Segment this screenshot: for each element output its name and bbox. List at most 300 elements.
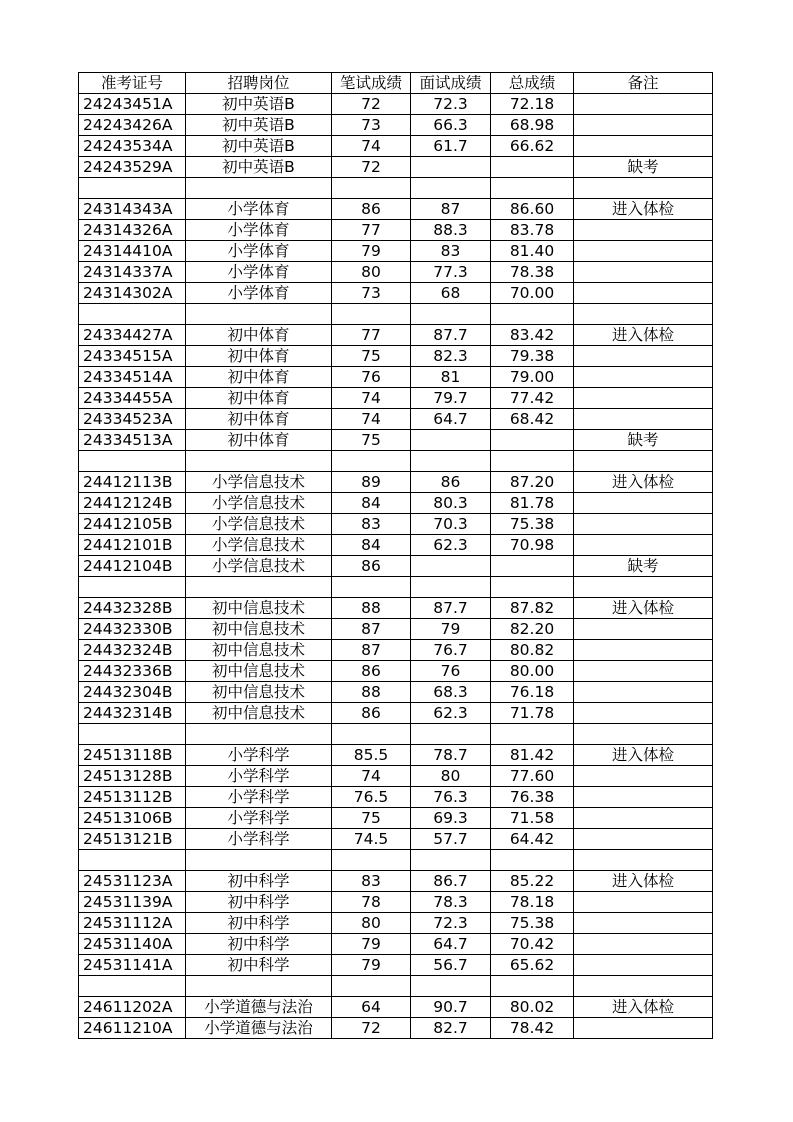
cell-total-score: 78.42 xyxy=(491,1018,574,1039)
cell-total-score: 75.38 xyxy=(491,913,574,934)
cell-interview-score: 83 xyxy=(411,241,491,262)
cell-exam-id: 24531140A xyxy=(79,934,186,955)
cell-remarks xyxy=(574,388,713,409)
cell-position: 小学科学 xyxy=(186,787,332,808)
cell-written-score: 83 xyxy=(332,514,411,535)
cell-exam-id: 24412105B xyxy=(79,514,186,535)
cell-interview-score xyxy=(411,304,491,325)
cell-interview-score: 72.3 xyxy=(411,94,491,115)
cell-remarks: 进入体检 xyxy=(574,199,713,220)
cell-written-score: 76.5 xyxy=(332,787,411,808)
cell-remarks xyxy=(574,934,713,955)
cell-position xyxy=(186,850,332,871)
cell-total-score xyxy=(491,157,574,178)
cell-position xyxy=(186,304,332,325)
cell-position: 初中信息技术 xyxy=(186,619,332,640)
header-exam-id: 准考证号 xyxy=(79,73,186,94)
cell-interview-score: 76.3 xyxy=(411,787,491,808)
cell-position: 初中英语B xyxy=(186,115,332,136)
cell-interview-score: 82.7 xyxy=(411,1018,491,1039)
cell-position: 初中科学 xyxy=(186,892,332,913)
cell-total-score: 85.22 xyxy=(491,871,574,892)
header-position: 招聘岗位 xyxy=(186,73,332,94)
cell-interview-score xyxy=(411,178,491,199)
table-row xyxy=(79,388,713,409)
cell-written-score: 79 xyxy=(332,955,411,976)
table-row xyxy=(79,304,713,325)
cell-position: 初中科学 xyxy=(186,913,332,934)
cell-exam-id xyxy=(79,724,186,745)
cell-total-score: 86.60 xyxy=(491,199,574,220)
cell-interview-score xyxy=(411,430,491,451)
cell-remarks xyxy=(574,913,713,934)
cell-exam-id: 24432330B xyxy=(79,619,186,640)
cell-written-score: 74 xyxy=(332,409,411,430)
cell-position: 小学信息技术 xyxy=(186,514,332,535)
cell-written-score: 73 xyxy=(332,115,411,136)
cell-remarks xyxy=(574,178,713,199)
cell-remarks xyxy=(574,367,713,388)
cell-total-score xyxy=(491,430,574,451)
cell-exam-id: 24334515A xyxy=(79,346,186,367)
cell-interview-score: 64.7 xyxy=(411,409,491,430)
cell-total-score: 87.82 xyxy=(491,598,574,619)
cell-written-score: 86 xyxy=(332,703,411,724)
cell-written-score: 86 xyxy=(332,556,411,577)
cell-written-score: 88 xyxy=(332,598,411,619)
cell-remarks: 进入体检 xyxy=(574,598,713,619)
cell-interview-score: 79 xyxy=(411,619,491,640)
cell-position: 小学体育 xyxy=(186,220,332,241)
cell-remarks xyxy=(574,1018,713,1039)
cell-total-score: 70.98 xyxy=(491,535,574,556)
cell-total-score: 81.42 xyxy=(491,745,574,766)
cell-interview-score: 64.7 xyxy=(411,934,491,955)
cell-interview-score: 80.3 xyxy=(411,493,491,514)
cell-remarks xyxy=(574,829,713,850)
cell-total-score xyxy=(491,556,574,577)
cell-total-score xyxy=(491,577,574,598)
cell-interview-score: 76 xyxy=(411,661,491,682)
cell-total-score: 78.38 xyxy=(491,262,574,283)
score-table xyxy=(78,72,713,1039)
cell-remarks xyxy=(574,850,713,871)
table-row xyxy=(79,409,713,430)
table-row xyxy=(79,157,713,178)
cell-total-score xyxy=(491,976,574,997)
table-row xyxy=(79,199,713,220)
cell-interview-score: 90.7 xyxy=(411,997,491,1018)
cell-remarks xyxy=(574,955,713,976)
cell-exam-id: 24432336B xyxy=(79,661,186,682)
cell-exam-id: 24432328B xyxy=(79,598,186,619)
cell-total-score: 65.62 xyxy=(491,955,574,976)
cell-position: 小学科学 xyxy=(186,829,332,850)
cell-exam-id: 24513106B xyxy=(79,808,186,829)
cell-exam-id xyxy=(79,451,186,472)
cell-exam-id: 24334427A xyxy=(79,325,186,346)
cell-exam-id: 24432304B xyxy=(79,682,186,703)
cell-position: 小学信息技术 xyxy=(186,493,332,514)
cell-written-score xyxy=(332,577,411,598)
cell-position: 初中信息技术 xyxy=(186,640,332,661)
cell-interview-score: 76.7 xyxy=(411,640,491,661)
cell-remarks xyxy=(574,514,713,535)
cell-total-score: 80.00 xyxy=(491,661,574,682)
cell-total-score: 68.98 xyxy=(491,115,574,136)
cell-exam-id: 24243451A xyxy=(79,94,186,115)
table-body xyxy=(79,94,713,1039)
cell-written-score: 80 xyxy=(332,262,411,283)
cell-exam-id: 24513118B xyxy=(79,745,186,766)
cell-remarks xyxy=(574,346,713,367)
cell-remarks: 进入体检 xyxy=(574,997,713,1018)
cell-position: 初中体育 xyxy=(186,346,332,367)
cell-exam-id: 24513128B xyxy=(79,766,186,787)
cell-interview-score: 69.3 xyxy=(411,808,491,829)
cell-exam-id: 24432314B xyxy=(79,703,186,724)
cell-remarks xyxy=(574,283,713,304)
cell-written-score xyxy=(332,178,411,199)
cell-total-score xyxy=(491,304,574,325)
cell-position: 初中体育 xyxy=(186,367,332,388)
cell-remarks xyxy=(574,94,713,115)
cell-written-score: 79 xyxy=(332,241,411,262)
cell-position: 小学科学 xyxy=(186,808,332,829)
cell-remarks xyxy=(574,787,713,808)
cell-position: 初中科学 xyxy=(186,934,332,955)
cell-written-score: 84 xyxy=(332,493,411,514)
cell-remarks xyxy=(574,682,713,703)
cell-exam-id: 24513121B xyxy=(79,829,186,850)
cell-position: 小学科学 xyxy=(186,745,332,766)
cell-position: 小学体育 xyxy=(186,241,332,262)
table-row xyxy=(79,1018,713,1039)
table-row xyxy=(79,745,713,766)
cell-interview-score: 72.3 xyxy=(411,913,491,934)
cell-interview-score xyxy=(411,976,491,997)
cell-interview-score: 68.3 xyxy=(411,682,491,703)
cell-written-score: 74 xyxy=(332,388,411,409)
cell-interview-score xyxy=(411,556,491,577)
cell-exam-id: 24314337A xyxy=(79,262,186,283)
cell-remarks xyxy=(574,577,713,598)
cell-written-score: 74 xyxy=(332,136,411,157)
cell-position: 小学体育 xyxy=(186,262,332,283)
cell-position xyxy=(186,451,332,472)
header-row xyxy=(79,73,713,94)
table-row xyxy=(79,976,713,997)
cell-written-score: 75 xyxy=(332,808,411,829)
cell-exam-id xyxy=(79,304,186,325)
table-row xyxy=(79,682,713,703)
cell-total-score: 80.82 xyxy=(491,640,574,661)
cell-exam-id: 24314343A xyxy=(79,199,186,220)
cell-written-score: 88 xyxy=(332,682,411,703)
cell-interview-score: 78.3 xyxy=(411,892,491,913)
cell-exam-id: 24412104B xyxy=(79,556,186,577)
cell-written-score: 86 xyxy=(332,199,411,220)
cell-exam-id xyxy=(79,178,186,199)
cell-position xyxy=(186,577,332,598)
cell-total-score: 81.78 xyxy=(491,493,574,514)
cell-written-score: 76 xyxy=(332,367,411,388)
header-interview-score: 面试成绩 xyxy=(411,73,491,94)
cell-interview-score xyxy=(411,157,491,178)
table-row xyxy=(79,346,713,367)
cell-total-score: 87.20 xyxy=(491,472,574,493)
table-row xyxy=(79,535,713,556)
cell-exam-id: 24243534A xyxy=(79,136,186,157)
cell-position xyxy=(186,724,332,745)
cell-interview-score: 62.3 xyxy=(411,703,491,724)
table-row xyxy=(79,808,713,829)
table-row xyxy=(79,220,713,241)
cell-position xyxy=(186,976,332,997)
cell-total-score: 66.62 xyxy=(491,136,574,157)
cell-position: 初中体育 xyxy=(186,430,332,451)
cell-position: 初中英语B xyxy=(186,157,332,178)
cell-total-score: 76.38 xyxy=(491,787,574,808)
cell-remarks: 缺考 xyxy=(574,157,713,178)
cell-written-score: 74.5 xyxy=(332,829,411,850)
cell-remarks xyxy=(574,241,713,262)
cell-written-score: 72 xyxy=(332,157,411,178)
cell-total-score: 76.18 xyxy=(491,682,574,703)
cell-interview-score: 87.7 xyxy=(411,598,491,619)
cell-written-score: 87 xyxy=(332,640,411,661)
cell-interview-score xyxy=(411,451,491,472)
cell-remarks xyxy=(574,304,713,325)
cell-exam-id: 24334523A xyxy=(79,409,186,430)
cell-written-score: 77 xyxy=(332,325,411,346)
table-row xyxy=(79,94,713,115)
cell-exam-id: 24412124B xyxy=(79,493,186,514)
cell-total-score: 83.78 xyxy=(491,220,574,241)
cell-written-score: 72 xyxy=(332,1018,411,1039)
table-row xyxy=(79,724,713,745)
cell-remarks: 进入体检 xyxy=(574,472,713,493)
cell-exam-id: 24531112A xyxy=(79,913,186,934)
table-row xyxy=(79,178,713,199)
cell-position: 初中体育 xyxy=(186,388,332,409)
cell-exam-id: 24412101B xyxy=(79,535,186,556)
cell-remarks xyxy=(574,892,713,913)
cell-exam-id: 24243426A xyxy=(79,115,186,136)
cell-remarks: 进入体检 xyxy=(574,325,713,346)
cell-written-score: 64 xyxy=(332,997,411,1018)
cell-total-score xyxy=(491,451,574,472)
table-row xyxy=(79,871,713,892)
cell-total-score: 83.42 xyxy=(491,325,574,346)
cell-remarks xyxy=(574,451,713,472)
table-row xyxy=(79,430,713,451)
table-row xyxy=(79,556,713,577)
cell-total-score: 77.60 xyxy=(491,766,574,787)
cell-position: 小学体育 xyxy=(186,199,332,220)
cell-written-score: 79 xyxy=(332,934,411,955)
table-row xyxy=(79,892,713,913)
cell-remarks xyxy=(574,535,713,556)
cell-remarks xyxy=(574,136,713,157)
cell-total-score xyxy=(491,724,574,745)
table-row xyxy=(79,703,713,724)
table-row xyxy=(79,955,713,976)
cell-position: 初中信息技术 xyxy=(186,703,332,724)
cell-remarks: 缺考 xyxy=(574,556,713,577)
cell-position: 初中科学 xyxy=(186,955,332,976)
cell-total-score: 64.42 xyxy=(491,829,574,850)
cell-remarks xyxy=(574,976,713,997)
cell-position: 小学信息技术 xyxy=(186,472,332,493)
cell-total-score: 78.18 xyxy=(491,892,574,913)
cell-position: 小学信息技术 xyxy=(186,556,332,577)
cell-total-score: 77.42 xyxy=(491,388,574,409)
table-row xyxy=(79,514,713,535)
cell-interview-score: 56.7 xyxy=(411,955,491,976)
table-row xyxy=(79,934,713,955)
cell-position: 小学信息技术 xyxy=(186,535,332,556)
cell-interview-score xyxy=(411,577,491,598)
cell-interview-score: 62.3 xyxy=(411,535,491,556)
cell-exam-id: 24334455A xyxy=(79,388,186,409)
cell-written-score: 85.5 xyxy=(332,745,411,766)
header-written-score: 笔试成绩 xyxy=(332,73,411,94)
cell-exam-id: 24611202A xyxy=(79,997,186,1018)
table-row xyxy=(79,598,713,619)
cell-remarks xyxy=(574,619,713,640)
cell-written-score xyxy=(332,850,411,871)
cell-written-score xyxy=(332,724,411,745)
cell-exam-id xyxy=(79,976,186,997)
cell-total-score: 72.18 xyxy=(491,94,574,115)
cell-written-score: 83 xyxy=(332,871,411,892)
cell-position: 小学道德与法治 xyxy=(186,997,332,1018)
cell-interview-score: 87 xyxy=(411,199,491,220)
cell-interview-score xyxy=(411,724,491,745)
cell-exam-id: 24314326A xyxy=(79,220,186,241)
table-row xyxy=(79,850,713,871)
table-row xyxy=(79,325,713,346)
cell-written-score xyxy=(332,451,411,472)
table-row xyxy=(79,493,713,514)
cell-exam-id: 24243529A xyxy=(79,157,186,178)
table-row xyxy=(79,262,713,283)
cell-remarks xyxy=(574,115,713,136)
cell-interview-score: 81 xyxy=(411,367,491,388)
cell-written-score: 84 xyxy=(332,535,411,556)
cell-written-score: 75 xyxy=(332,346,411,367)
cell-interview-score: 80 xyxy=(411,766,491,787)
cell-total-score: 82.20 xyxy=(491,619,574,640)
table-row xyxy=(79,283,713,304)
cell-interview-score: 82.3 xyxy=(411,346,491,367)
table-row xyxy=(79,913,713,934)
cell-remarks xyxy=(574,493,713,514)
table-row xyxy=(79,661,713,682)
cell-remarks xyxy=(574,766,713,787)
cell-exam-id: 24314302A xyxy=(79,283,186,304)
cell-interview-score: 88.3 xyxy=(411,220,491,241)
cell-written-score xyxy=(332,976,411,997)
cell-remarks xyxy=(574,262,713,283)
cell-total-score xyxy=(491,850,574,871)
cell-exam-id: 24314410A xyxy=(79,241,186,262)
table-row xyxy=(79,829,713,850)
table-row xyxy=(79,241,713,262)
table-row xyxy=(79,115,713,136)
table-row xyxy=(79,997,713,1018)
cell-written-score: 89 xyxy=(332,472,411,493)
cell-position: 初中信息技术 xyxy=(186,598,332,619)
cell-position: 初中英语B xyxy=(186,136,332,157)
cell-interview-score: 87.7 xyxy=(411,325,491,346)
cell-interview-score: 66.3 xyxy=(411,115,491,136)
cell-exam-id: 24611210A xyxy=(79,1018,186,1039)
cell-position: 初中信息技术 xyxy=(186,682,332,703)
cell-written-score xyxy=(332,304,411,325)
cell-total-score: 81.40 xyxy=(491,241,574,262)
cell-written-score: 74 xyxy=(332,766,411,787)
cell-total-score: 70.42 xyxy=(491,934,574,955)
cell-position: 小学科学 xyxy=(186,766,332,787)
cell-remarks xyxy=(574,409,713,430)
table-row xyxy=(79,640,713,661)
cell-exam-id xyxy=(79,577,186,598)
cell-remarks xyxy=(574,220,713,241)
table-row xyxy=(79,577,713,598)
cell-total-score xyxy=(491,178,574,199)
cell-exam-id: 24334514A xyxy=(79,367,186,388)
cell-interview-score: 79.7 xyxy=(411,388,491,409)
cell-interview-score: 70.3 xyxy=(411,514,491,535)
cell-written-score: 72 xyxy=(332,94,411,115)
cell-exam-id: 24412113B xyxy=(79,472,186,493)
table-row xyxy=(79,787,713,808)
cell-remarks xyxy=(574,703,713,724)
cell-written-score: 77 xyxy=(332,220,411,241)
cell-remarks: 缺考 xyxy=(574,430,713,451)
cell-interview-score xyxy=(411,850,491,871)
header-remarks: 备注 xyxy=(574,73,713,94)
cell-written-score: 75 xyxy=(332,430,411,451)
cell-interview-score: 86.7 xyxy=(411,871,491,892)
cell-position: 初中体育 xyxy=(186,409,332,430)
cell-position xyxy=(186,178,332,199)
cell-interview-score: 86 xyxy=(411,472,491,493)
cell-remarks xyxy=(574,724,713,745)
table-row xyxy=(79,619,713,640)
cell-interview-score: 68 xyxy=(411,283,491,304)
cell-written-score: 78 xyxy=(332,892,411,913)
cell-exam-id: 24531141A xyxy=(79,955,186,976)
cell-total-score: 79.38 xyxy=(491,346,574,367)
cell-exam-id: 24531123A xyxy=(79,871,186,892)
cell-total-score: 79.00 xyxy=(491,367,574,388)
table-row xyxy=(79,367,713,388)
cell-interview-score: 57.7 xyxy=(411,829,491,850)
cell-total-score: 75.38 xyxy=(491,514,574,535)
cell-remarks xyxy=(574,661,713,682)
cell-written-score: 87 xyxy=(332,619,411,640)
cell-position: 初中体育 xyxy=(186,325,332,346)
cell-total-score: 80.02 xyxy=(491,997,574,1018)
header-total-score: 总成绩 xyxy=(491,73,574,94)
table-row xyxy=(79,766,713,787)
cell-interview-score: 78.7 xyxy=(411,745,491,766)
cell-position: 初中科学 xyxy=(186,871,332,892)
table-row xyxy=(79,451,713,472)
